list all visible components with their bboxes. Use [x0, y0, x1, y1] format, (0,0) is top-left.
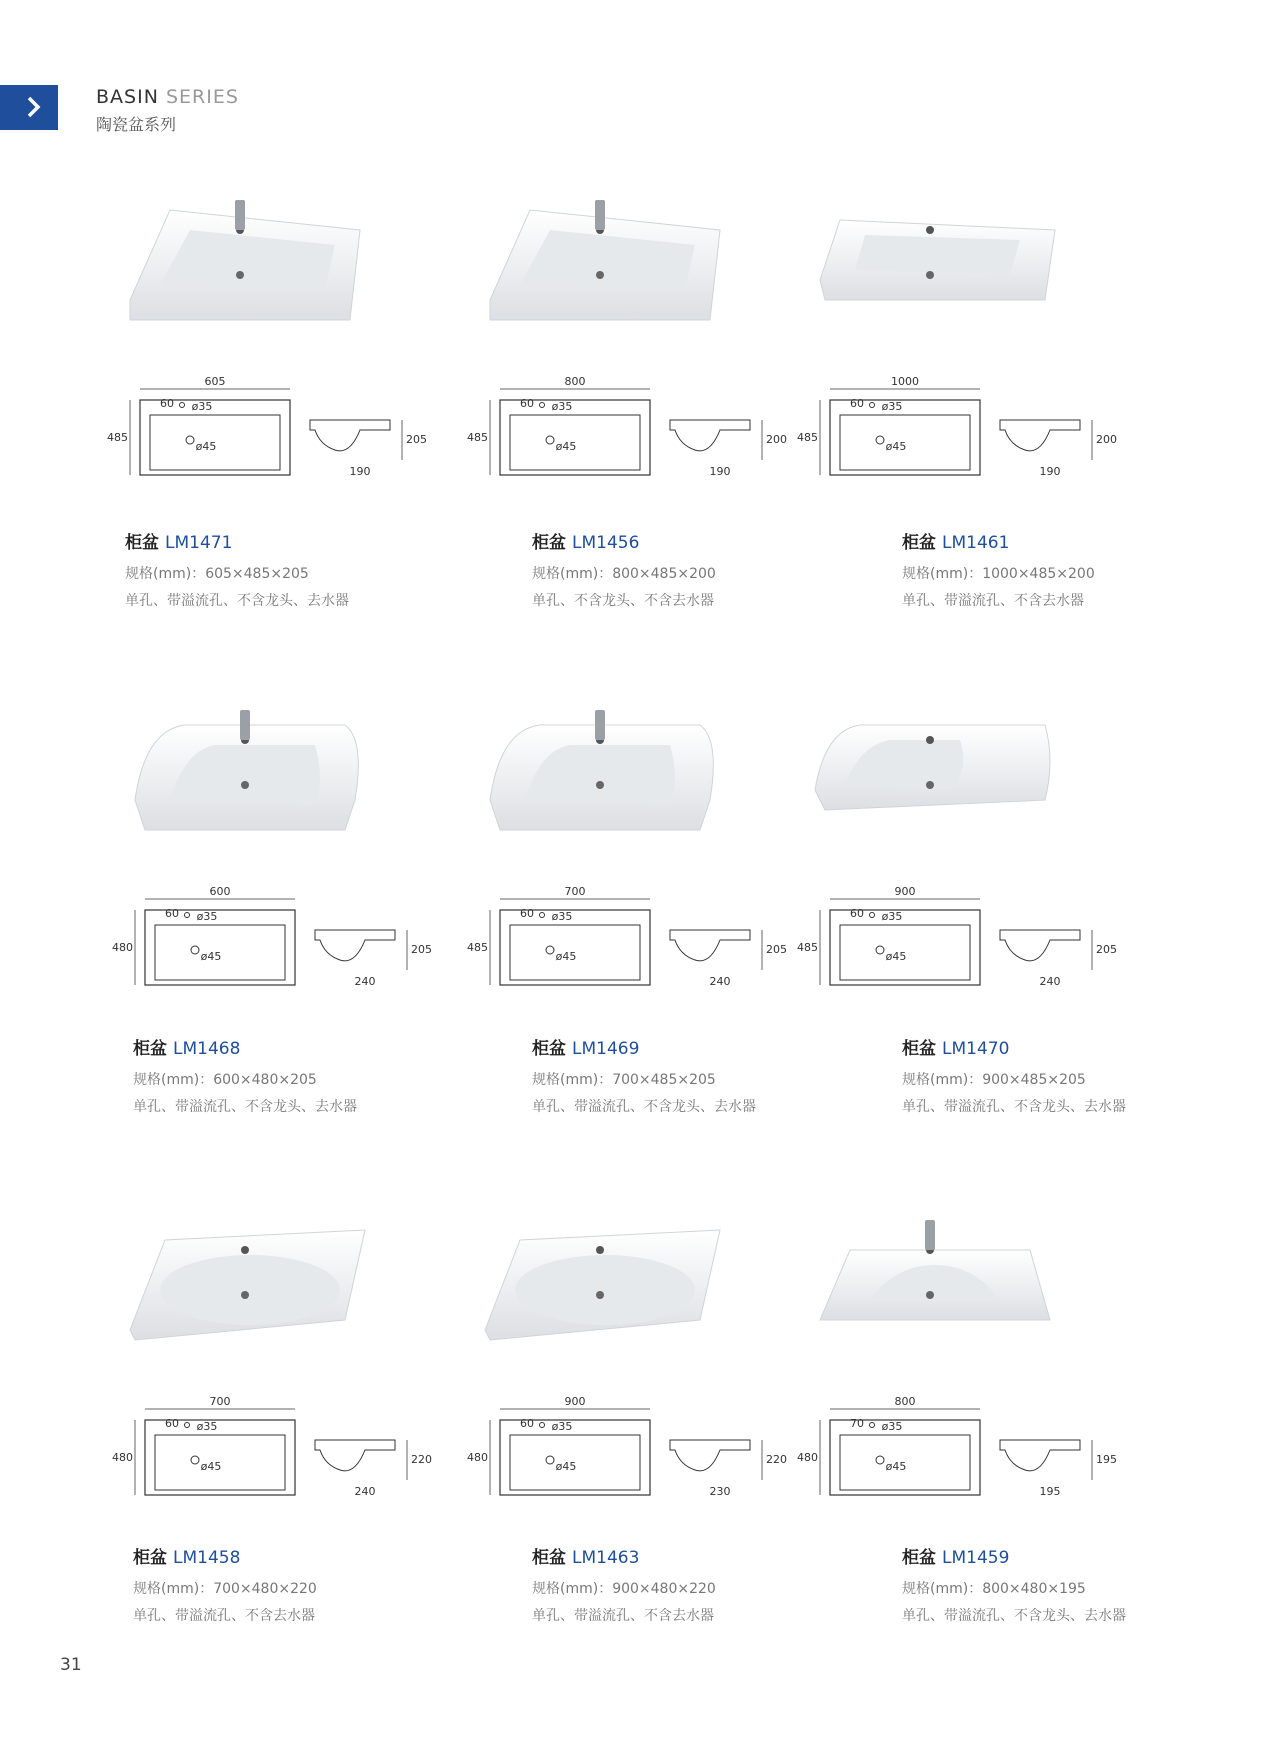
dim-side-label: 240 [354, 975, 376, 988]
product-name: 柜盆 [532, 533, 566, 553]
product-note: 单孔、带溢流孔、不含去水器 [902, 593, 1084, 609]
dim-side-label: 240 [354, 1485, 376, 1498]
dim-height-label: 200 [766, 433, 787, 446]
drain-label: ø45 [200, 950, 222, 963]
basin-photo [115, 1210, 375, 1360]
drawing-frame [112, 1395, 445, 1509]
product-note: 单孔、带溢流孔、不含龙头、去水器 [133, 1099, 357, 1115]
product-spec: 规格(mm)：1000×485×200 [902, 566, 1095, 582]
basin-photo-frame [470, 700, 730, 854]
product-code: LM1461 [942, 533, 1010, 553]
dim-depth-label: 485 [797, 941, 818, 954]
drain-label: ø45 [555, 440, 577, 453]
dim-hole-offset-label: 60 [520, 907, 534, 920]
dim-height-label: 205 [1096, 943, 1117, 956]
product-info [133, 1543, 317, 1625]
drawing-frame [467, 1395, 800, 1509]
dim-height-label: 200 [1096, 433, 1117, 446]
basin-photo-frame [800, 700, 1060, 854]
product-code: LM1471 [165, 533, 233, 553]
product-note: 单孔、带溢流孔、不含龙头、去水器 [902, 1608, 1126, 1624]
dim-depth-label: 480 [467, 1451, 488, 1464]
tap-hole-label: ø35 [881, 400, 903, 413]
dim-side-label: 195 [1039, 1485, 1061, 1498]
tap-hole-label: ø35 [191, 400, 213, 413]
product-title [902, 528, 1095, 553]
basin-photo [110, 190, 370, 340]
product-note: 单孔、带溢流孔、不含龙头、去水器 [902, 1099, 1126, 1115]
basin-photo-frame [800, 190, 1060, 344]
drain-label: ø45 [555, 950, 577, 963]
product-info [532, 1034, 756, 1116]
product-spec: 规格(mm)：800×480×195 [902, 1581, 1086, 1597]
drawing-frame [112, 885, 445, 999]
basin-photo-frame [470, 1210, 730, 1364]
drain-label: ø45 [200, 1460, 222, 1473]
product-code: LM1459 [942, 1548, 1010, 1568]
tap-hole-label: ø35 [551, 1420, 573, 1433]
dim-side-label: 240 [709, 975, 731, 988]
tap-hole-label: ø35 [551, 910, 573, 923]
series-title-light: SERIES [165, 86, 239, 108]
product-spec: 规格(mm)：700×485×205 [532, 1072, 716, 1088]
drawing-frame [797, 375, 1130, 489]
dim-width-label: 700 [209, 1395, 231, 1408]
dim-width-label: 900 [894, 885, 916, 898]
product-name: 柜盆 [902, 1548, 936, 1568]
product-name: 柜盆 [133, 1039, 167, 1059]
product-note: 单孔、带溢流孔、不含龙头、去水器 [532, 1099, 756, 1115]
technical-drawing [797, 1395, 1130, 1505]
dim-depth-label: 485 [467, 941, 488, 954]
product-title [125, 528, 349, 553]
product-name: 柜盆 [532, 1548, 566, 1568]
basin-photo-frame [470, 190, 730, 344]
dim-height-label: 195 [1096, 1453, 1117, 1466]
drain-label: ø45 [195, 440, 217, 453]
drain-label: ø45 [885, 440, 907, 453]
dim-height-label: 205 [766, 943, 787, 956]
series-title-cn: 陶瓷盆系列 [96, 115, 177, 134]
dim-width-label: 600 [209, 885, 231, 898]
technical-drawing [467, 1395, 800, 1505]
technical-drawing [112, 1395, 445, 1505]
dim-side-label: 230 [709, 1485, 731, 1498]
product-spec: 规格(mm)：800×485×200 [532, 566, 716, 582]
product-spec: 规格(mm)：900×485×205 [902, 1072, 1086, 1088]
product-title [133, 1543, 317, 1568]
tap-hole-label: ø35 [881, 910, 903, 923]
basin-photo [800, 1210, 1060, 1360]
product-code: LM1470 [942, 1039, 1010, 1059]
series-title-en [96, 86, 239, 108]
dim-hole-offset-label: 70 [850, 1417, 864, 1430]
chevron-right-icon [27, 96, 41, 118]
product-info [125, 528, 349, 610]
basin-photo [800, 700, 1060, 850]
dim-depth-label: 485 [797, 431, 818, 444]
drain-label: ø45 [885, 1460, 907, 1473]
product-code: LM1458 [173, 1548, 241, 1568]
technical-drawing [467, 885, 800, 995]
product-spec: 规格(mm)：700×480×220 [133, 1581, 317, 1597]
product-title [902, 1543, 1126, 1568]
drain-label: ø45 [885, 950, 907, 963]
basin-photo [115, 700, 375, 850]
drawing-frame [467, 885, 800, 999]
technical-drawing [797, 885, 1130, 995]
page-number: 31 [60, 1655, 82, 1675]
product-name: 柜盆 [133, 1548, 167, 1568]
dim-height-label: 220 [411, 1453, 432, 1466]
product-info [902, 528, 1095, 610]
dim-width-label: 700 [564, 885, 586, 898]
dim-width-label: 900 [564, 1395, 586, 1408]
product-note: 单孔、带溢流孔、不含去水器 [532, 1608, 714, 1624]
product-spec: 规格(mm)：605×485×205 [125, 566, 309, 582]
dim-width-label: 1000 [891, 375, 919, 388]
drawing-frame [467, 375, 800, 489]
basin-photo-frame [800, 1210, 1060, 1364]
dim-side-label: 240 [1039, 975, 1061, 988]
technical-drawing [112, 885, 445, 995]
dim-side-label: 190 [1039, 465, 1061, 478]
dim-hole-offset-label: 60 [165, 1417, 179, 1430]
drawing-frame [797, 1395, 1130, 1509]
basin-photo [470, 1210, 730, 1360]
basin-photo [800, 190, 1060, 340]
product-name: 柜盆 [902, 533, 936, 553]
dim-hole-offset-label: 60 [850, 907, 864, 920]
drawing-frame [107, 375, 440, 489]
product-name: 柜盆 [532, 1039, 566, 1059]
product-info [532, 528, 716, 610]
dim-width-label: 800 [564, 375, 586, 388]
dim-depth-label: 485 [467, 431, 488, 444]
product-note: 单孔、不含龙头、不含去水器 [532, 593, 714, 609]
drain-label: ø45 [555, 1460, 577, 1473]
dim-depth-label: 480 [797, 1451, 818, 1464]
basin-photo [470, 190, 730, 340]
product-note: 单孔、带溢流孔、不含龙头、去水器 [125, 593, 349, 609]
product-info [133, 1034, 357, 1116]
tap-hole-label: ø35 [881, 1420, 903, 1433]
dim-depth-label: 480 [112, 941, 133, 954]
product-code: LM1463 [572, 1548, 640, 1568]
tap-hole-label: ø35 [196, 1420, 218, 1433]
product-name: 柜盆 [125, 533, 159, 553]
dim-side-label: 190 [709, 465, 731, 478]
dim-hole-offset-label: 60 [520, 397, 534, 410]
dim-hole-offset-label: 60 [850, 397, 864, 410]
dim-height-label: 205 [411, 943, 432, 956]
product-note: 单孔、带溢流孔、不含去水器 [133, 1608, 315, 1624]
basin-photo-frame [115, 1210, 375, 1364]
technical-drawing [797, 375, 1130, 485]
dim-width-label: 605 [204, 375, 226, 388]
drawing-frame [797, 885, 1130, 999]
dim-hole-offset-label: 60 [520, 1417, 534, 1430]
tap-hole-label: ø35 [551, 400, 573, 413]
tap-hole-label: ø35 [196, 910, 218, 923]
basin-photo-frame [110, 190, 370, 344]
product-code: LM1456 [572, 533, 640, 553]
section-tab [0, 85, 58, 130]
dim-hole-offset-label: 60 [160, 397, 174, 410]
basin-photo [470, 700, 730, 850]
dim-width-label: 800 [894, 1395, 916, 1408]
product-name: 柜盆 [902, 1039, 936, 1059]
technical-drawing [467, 375, 800, 485]
product-spec: 规格(mm)：900×480×220 [532, 1581, 716, 1597]
product-title [532, 528, 716, 553]
product-title [902, 1034, 1126, 1059]
product-code: LM1469 [572, 1039, 640, 1059]
product-info [902, 1034, 1126, 1116]
dim-side-label: 190 [349, 465, 371, 478]
product-info [902, 1543, 1126, 1625]
dim-height-label: 220 [766, 1453, 787, 1466]
product-title [532, 1034, 756, 1059]
dim-depth-label: 485 [107, 431, 128, 444]
dim-depth-label: 480 [112, 1451, 133, 1464]
dim-height-label: 205 [406, 433, 427, 446]
series-title-bold: BASIN [96, 86, 159, 108]
product-title [532, 1543, 716, 1568]
dim-hole-offset-label: 60 [165, 907, 179, 920]
technical-drawing [107, 375, 440, 485]
product-title [133, 1034, 357, 1059]
product-code: LM1468 [173, 1039, 241, 1059]
product-spec: 规格(mm)：600×480×205 [133, 1072, 317, 1088]
basin-photo-frame [115, 700, 375, 854]
product-info [532, 1543, 716, 1625]
